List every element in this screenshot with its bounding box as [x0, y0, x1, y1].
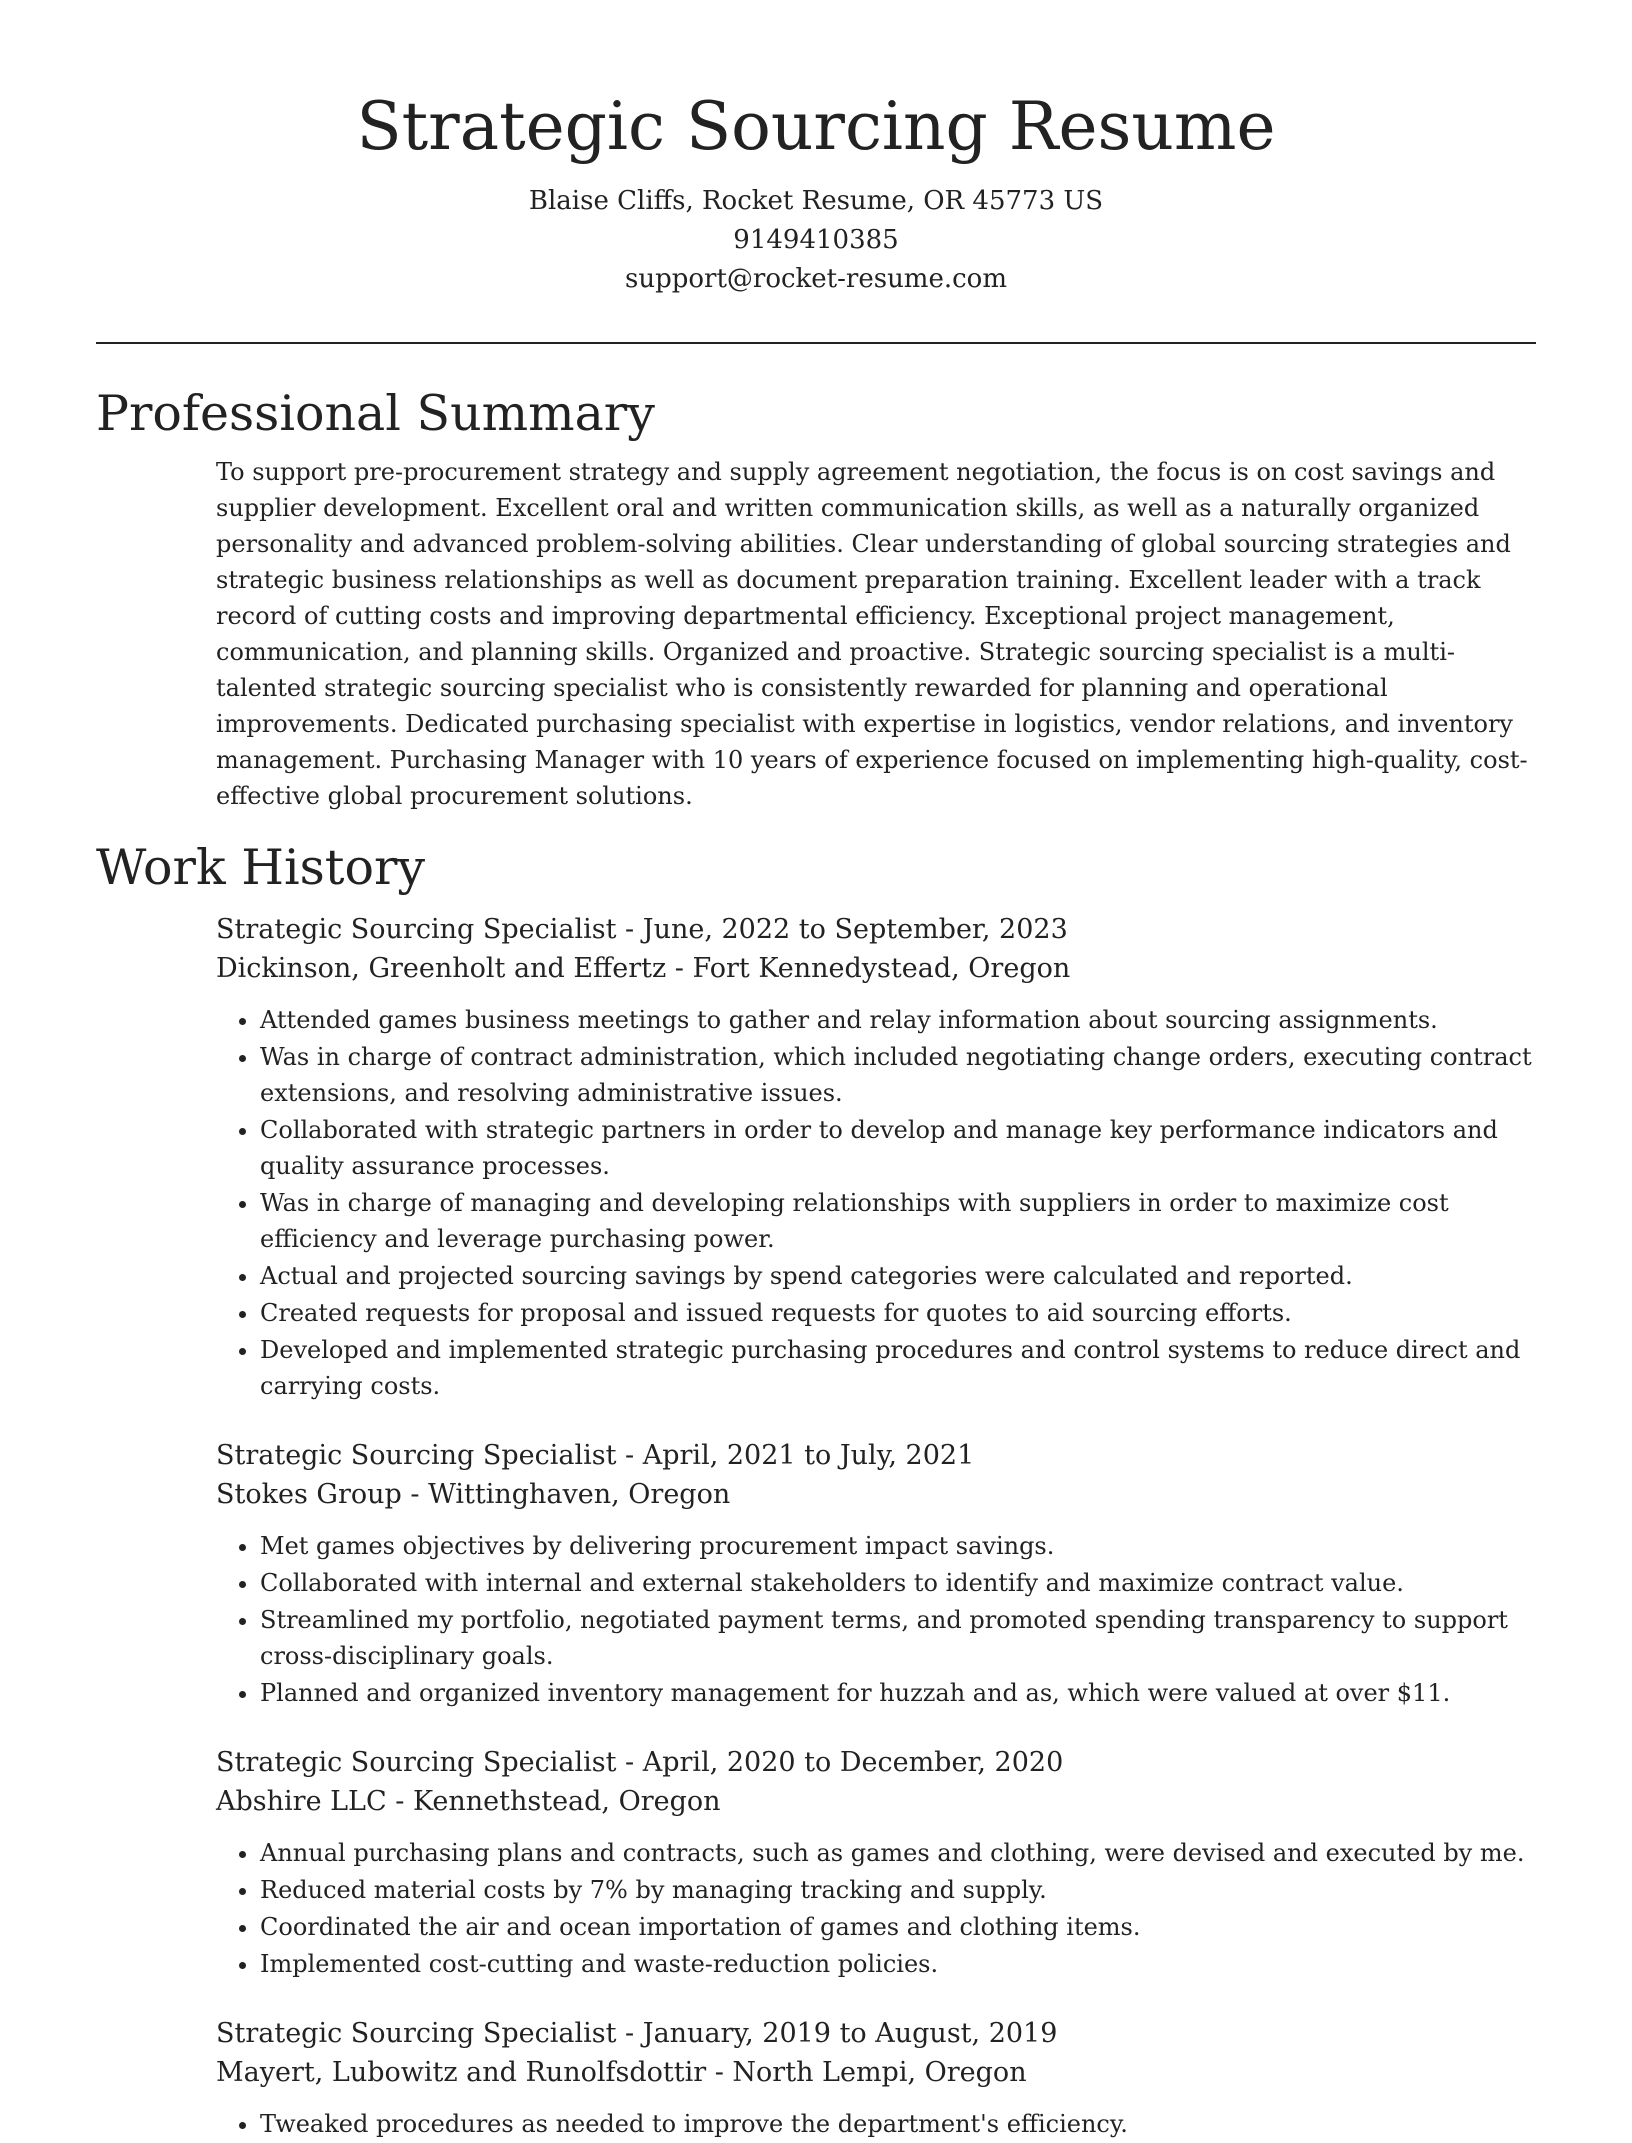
job-title-line — [216, 2014, 1536, 2053]
job-title: Strategic Sourcing Specialist — [216, 914, 617, 945]
job-bullet: • Collaborated with internal and external stakeholders to identify and maximize contract value. — [260, 1565, 1536, 1601]
job-entry — [216, 2014, 1536, 2142]
professional-summary-section — [96, 380, 1536, 814]
professional-summary-text: To support pre-procurement strategy and supply agreement negotiation, the focus is on cost savings and supplier development. Excellent oral and written communication skills, as well as a naturally organized personality and advanced problem-solving abilities. Clear understanding of global sourcing strategies and strategic business relationships as well as document preparation training. Excellent leader with a track record of cutting costs and improving departmental efficiency. Exceptional project management, communication, and planning skills. Organized and proactive. Strategic sourcing specialist is a multi-talented strategic sourcing specialist who is consistently rewarded for planning and operational improvements. Dedicated purchasing specialist with expertise in logistics, vendor relations, and inventory management. Purchasing Manager with 10 years of experience focused on implementing high-quality, cost-effective global procurement solutions. — [216, 458, 1528, 810]
job-entry — [216, 1436, 1536, 1711]
job-company: Abshire LLC — [216, 1786, 387, 1817]
resume-header — [0, 0, 1632, 299]
job-bullet: • Tweaked procedures as needed to improve the department's efficiency. — [260, 2106, 1536, 2142]
job-dates: - January, 2019 to August, 2019 — [616, 2018, 1058, 2049]
professional-summary-body — [216, 454, 1536, 814]
job-bullet: • Developed and implemented strategic purchasing procedures and control systems to reduce direct and carrying costs. — [260, 1332, 1536, 1404]
job-dates: - April, 2020 to December, 2020 — [616, 1747, 1064, 1778]
job-bullet: • Met games objectives by delivering procurement impact savings. — [260, 1528, 1536, 1564]
job-company-line — [216, 1475, 1536, 1514]
contact-phone: 9149410385 — [733, 225, 899, 255]
job-title: Strategic Sourcing Specialist — [216, 1747, 617, 1778]
resume-title: Strategic Sourcing Resume — [356, 88, 1276, 165]
job-dates: - April, 2021 to July, 2021 — [616, 1440, 975, 1471]
job-title-line — [216, 910, 1536, 949]
job-bullet-list — [216, 1835, 1536, 1982]
job-location: - Wittinghaven, Oregon — [401, 1479, 731, 1510]
job-location: - Kennethstead, Oregon — [386, 1786, 721, 1817]
resume-content — [96, 380, 1536, 2143]
work-history-heading: Work History — [96, 839, 426, 896]
job-bullet: • Actual and projected sourcing savings by spend categories were calculated and reported. — [260, 1258, 1536, 1294]
job-title: Strategic Sourcing Specialist — [216, 1440, 617, 1471]
job-entry — [216, 910, 1536, 1404]
job-bullet-list — [216, 2106, 1536, 2142]
job-bullet-list — [216, 1528, 1536, 1711]
job-dates: - June, 2022 to September, 2023 — [616, 914, 1068, 945]
job-bullet-list — [216, 1002, 1536, 1404]
job-title-line — [216, 1743, 1536, 1782]
job-company: Stokes Group — [216, 1479, 402, 1510]
job-company-line — [216, 1782, 1536, 1821]
job-entry — [216, 1743, 1536, 1982]
job-bullet: • Streamlined my portfolio, negotiated payment terms, and promoted spending transparency to support cross-disciplinary goals. — [260, 1602, 1536, 1674]
job-bullet: • Collaborated with strategic partners in order to develop and manage key performance indicators and quality assurance processes. — [260, 1112, 1536, 1184]
contact-address: Blaise Cliffs, Rocket Resume, OR 45773 US — [528, 186, 1104, 216]
professional-summary-heading: Professional Summary — [96, 385, 655, 442]
contact-email: support@rocket-resume.com — [624, 264, 1007, 294]
job-title-line — [216, 1436, 1536, 1475]
job-location: - Fort Kennedystead, Oregon — [666, 953, 1071, 984]
job-bullet: • Coordinated the air and ocean importation of games and clothing items. — [260, 1909, 1536, 1945]
contact-block — [0, 182, 1632, 299]
job-bullet: • Was in charge of contract administration, which included negotiating change orders, executing contract extensions, and resolving administrative issues. — [260, 1039, 1536, 1111]
job-company: Mayert, Lubowitz and Runolfsdottir — [216, 2057, 707, 2088]
job-location: - North Lempi, Oregon — [706, 2057, 1027, 2088]
job-company-line — [216, 2053, 1536, 2092]
job-bullet: • Reduced material costs by 7% by managing tracking and supply. — [260, 1872, 1536, 1908]
job-bullet: • Created requests for proposal and issued requests for quotes to aid sourcing efforts. — [260, 1295, 1536, 1331]
job-title: Strategic Sourcing Specialist — [216, 2018, 617, 2049]
work-history-section — [96, 834, 1536, 2142]
work-history-body — [216, 910, 1536, 2142]
job-bullet: • Implemented cost-cutting and waste-reduction policies. — [260, 1946, 1536, 1982]
job-bullet: • Attended games business meetings to gather and relay information about sourcing assignments. — [260, 1002, 1536, 1038]
job-bullet: • Was in charge of managing and developing relationships with suppliers in order to maximize cost efficiency and leverage purchasing power. — [260, 1185, 1536, 1257]
job-company-line — [216, 949, 1536, 988]
header-divider — [96, 342, 1536, 344]
job-bullet: • Annual purchasing plans and contracts, such as games and clothing, were devised and executed by me. — [260, 1835, 1536, 1871]
job-bullet: • Planned and organized inventory management for huzzah and as, which were valued at over $11. — [260, 1675, 1536, 1711]
job-company: Dickinson, Greenholt and Effertz — [216, 953, 667, 984]
